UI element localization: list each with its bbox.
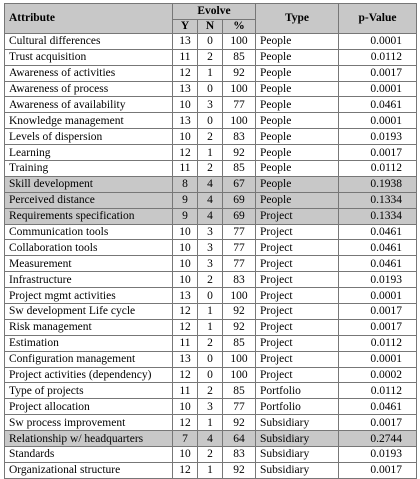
cell-type: Project	[256, 272, 339, 288]
cell-pct: 100	[223, 367, 256, 383]
cell-attribute: Training	[5, 161, 173, 177]
table-row	[5, 335, 417, 351]
cell-n: 3	[198, 97, 223, 113]
cell-n: 1	[198, 462, 223, 478]
table-row	[5, 176, 417, 192]
cell-y: 11	[173, 335, 198, 351]
cell-attribute: Awareness of activities	[5, 65, 173, 81]
cell-y: 10	[173, 224, 198, 240]
cell-attribute: Organizational structure	[5, 462, 173, 478]
cell-attribute: Risk management	[5, 319, 173, 335]
table-row	[5, 367, 417, 383]
cell-type: People	[256, 97, 339, 113]
attributes-table	[4, 3, 417, 479]
cell-pct: 69	[223, 192, 256, 208]
table-row	[5, 192, 417, 208]
cell-pvalue: 0.0017	[339, 65, 417, 81]
cell-pct: 83	[223, 272, 256, 288]
cell-y: 12	[173, 367, 198, 383]
cell-y: 12	[173, 462, 198, 478]
cell-n: 4	[198, 192, 223, 208]
cell-pvalue: 0.0461	[339, 256, 417, 272]
cell-attribute: Project allocation	[5, 399, 173, 415]
cell-attribute: Relationship w/ headquarters	[5, 431, 173, 447]
cell-pct: 77	[223, 256, 256, 272]
cell-attribute: Infrastructure	[5, 272, 173, 288]
cell-type: People	[256, 129, 339, 145]
cell-pvalue: 0.0193	[339, 447, 417, 463]
cell-pct: 67	[223, 176, 256, 192]
cell-pct: 77	[223, 224, 256, 240]
cell-y: 12	[173, 145, 198, 161]
cell-pct: 77	[223, 240, 256, 256]
cell-pvalue: 0.0461	[339, 399, 417, 415]
cell-type: Subsidiary	[256, 462, 339, 478]
cell-y: 11	[173, 383, 198, 399]
cell-n: 0	[198, 81, 223, 97]
cell-y: 10	[173, 272, 198, 288]
cell-n: 3	[198, 256, 223, 272]
cell-pvalue: 0.0017	[339, 462, 417, 478]
cell-type: Portfolio	[256, 399, 339, 415]
cell-y: 10	[173, 447, 198, 463]
cell-n: 3	[198, 240, 223, 256]
table-row	[5, 319, 417, 335]
cell-n: 3	[198, 399, 223, 415]
cell-n: 3	[198, 224, 223, 240]
cell-pvalue: 0.2744	[339, 431, 417, 447]
header-row-main	[5, 4, 417, 20]
cell-n: 1	[198, 145, 223, 161]
table-row	[5, 272, 417, 288]
cell-attribute: Awareness of availability	[5, 97, 173, 113]
cell-y: 7	[173, 431, 198, 447]
table-row	[5, 288, 417, 304]
cell-y: 10	[173, 97, 198, 113]
cell-y: 10	[173, 129, 198, 145]
cell-pvalue: 0.0112	[339, 383, 417, 399]
cell-type: Project	[256, 208, 339, 224]
header-attribute: Attribute	[5, 4, 173, 34]
cell-pct: 100	[223, 81, 256, 97]
cell-pct: 100	[223, 113, 256, 129]
cell-type: Project	[256, 319, 339, 335]
cell-attribute: Project mgmt activities	[5, 288, 173, 304]
cell-pct: 85	[223, 383, 256, 399]
cell-pvalue: 0.0112	[339, 335, 417, 351]
cell-y: 11	[173, 161, 198, 177]
table-container	[4, 3, 416, 479]
table-row	[5, 224, 417, 240]
cell-attribute: Perceived distance	[5, 192, 173, 208]
cell-n: 2	[198, 447, 223, 463]
cell-pct: 64	[223, 431, 256, 447]
cell-type: People	[256, 145, 339, 161]
cell-pvalue: 0.0017	[339, 319, 417, 335]
cell-type: Subsidiary	[256, 415, 339, 431]
cell-y: 10	[173, 240, 198, 256]
table-row	[5, 240, 417, 256]
header-pct: %	[223, 19, 256, 33]
table-row	[5, 399, 417, 415]
cell-pvalue: 0.0002	[339, 367, 417, 383]
cell-pvalue: 0.0112	[339, 49, 417, 65]
cell-pvalue: 0.0461	[339, 224, 417, 240]
cell-type: Subsidiary	[256, 447, 339, 463]
cell-pvalue: 0.0461	[339, 240, 417, 256]
cell-n: 1	[198, 304, 223, 320]
cell-n: 1	[198, 415, 223, 431]
cell-pvalue: 0.0001	[339, 113, 417, 129]
table-row	[5, 415, 417, 431]
cell-pvalue: 0.0193	[339, 129, 417, 145]
cell-n: 2	[198, 335, 223, 351]
cell-attribute: Sw process improvement	[5, 415, 173, 431]
cell-attribute: Measurement	[5, 256, 173, 272]
cell-attribute: Configuration management	[5, 351, 173, 367]
cell-y: 10	[173, 256, 198, 272]
cell-type: Project	[256, 288, 339, 304]
cell-y: 13	[173, 33, 198, 49]
cell-attribute: Project activities (dependency)	[5, 367, 173, 383]
cell-n: 1	[198, 65, 223, 81]
cell-y: 13	[173, 113, 198, 129]
cell-pvalue: 0.0001	[339, 81, 417, 97]
cell-pct: 92	[223, 462, 256, 478]
cell-pvalue: 0.0001	[339, 288, 417, 304]
cell-pct: 100	[223, 33, 256, 49]
cell-attribute: Trust acquisition	[5, 49, 173, 65]
cell-pvalue: 0.1938	[339, 176, 417, 192]
cell-attribute: Communication tools	[5, 224, 173, 240]
cell-y: 12	[173, 415, 198, 431]
cell-pct: 85	[223, 161, 256, 177]
table-row	[5, 129, 417, 145]
header-y: Y	[173, 19, 198, 33]
cell-n: 4	[198, 176, 223, 192]
cell-type: Project	[256, 240, 339, 256]
cell-n: 2	[198, 272, 223, 288]
cell-attribute: Type of projects	[5, 383, 173, 399]
cell-pct: 77	[223, 97, 256, 113]
cell-y: 9	[173, 192, 198, 208]
table-row	[5, 208, 417, 224]
cell-pvalue: 0.0017	[339, 145, 417, 161]
cell-attribute: Skill development	[5, 176, 173, 192]
cell-pvalue: 0.1334	[339, 192, 417, 208]
cell-pct: 92	[223, 415, 256, 431]
table-row	[5, 145, 417, 161]
cell-y: 12	[173, 319, 198, 335]
table-row	[5, 81, 417, 97]
cell-pvalue: 0.0001	[339, 33, 417, 49]
cell-n: 2	[198, 49, 223, 65]
cell-type: Subsidiary	[256, 431, 339, 447]
table-row	[5, 462, 417, 478]
cell-y: 12	[173, 304, 198, 320]
cell-type: People	[256, 161, 339, 177]
cell-n: 0	[198, 33, 223, 49]
cell-pvalue: 0.0017	[339, 304, 417, 320]
cell-attribute: Levels of dispersion	[5, 129, 173, 145]
cell-pct: 83	[223, 447, 256, 463]
cell-n: 4	[198, 431, 223, 447]
table-header	[5, 4, 417, 34]
cell-attribute: Requirements specification	[5, 208, 173, 224]
table-row	[5, 447, 417, 463]
table-row	[5, 33, 417, 49]
cell-attribute: Learning	[5, 145, 173, 161]
cell-y: 8	[173, 176, 198, 192]
cell-type: People	[256, 81, 339, 97]
header-type: Type	[256, 4, 339, 34]
cell-pct: 83	[223, 129, 256, 145]
cell-type: People	[256, 113, 339, 129]
cell-type: Project	[256, 304, 339, 320]
cell-type: Project	[256, 224, 339, 240]
cell-y: 11	[173, 49, 198, 65]
header-n: N	[198, 19, 223, 33]
cell-pct: 77	[223, 399, 256, 415]
cell-pct: 92	[223, 304, 256, 320]
cell-pvalue: 0.0193	[339, 272, 417, 288]
table-row	[5, 65, 417, 81]
cell-n: 0	[198, 367, 223, 383]
table-row	[5, 49, 417, 65]
cell-pct: 100	[223, 351, 256, 367]
cell-y: 13	[173, 288, 198, 304]
table-row	[5, 351, 417, 367]
table-row	[5, 383, 417, 399]
cell-n: 0	[198, 351, 223, 367]
cell-pvalue: 0.0112	[339, 161, 417, 177]
cell-type: People	[256, 176, 339, 192]
cell-attribute: Estimation	[5, 335, 173, 351]
cell-n: 4	[198, 208, 223, 224]
cell-n: 2	[198, 383, 223, 399]
cell-type: Project	[256, 367, 339, 383]
cell-pct: 69	[223, 208, 256, 224]
cell-type: People	[256, 65, 339, 81]
header-pvalue: p-Value	[339, 4, 417, 34]
cell-pvalue: 0.1334	[339, 208, 417, 224]
cell-type: People	[256, 192, 339, 208]
cell-pct: 100	[223, 288, 256, 304]
table-body	[5, 33, 417, 478]
cell-n: 1	[198, 319, 223, 335]
cell-attribute: Knowledge management	[5, 113, 173, 129]
cell-type: Project	[256, 335, 339, 351]
cell-pvalue: 0.0461	[339, 97, 417, 113]
cell-pvalue: 0.0017	[339, 415, 417, 431]
cell-attribute: Collaboration tools	[5, 240, 173, 256]
cell-y: 9	[173, 208, 198, 224]
cell-attribute: Sw development Life cycle	[5, 304, 173, 320]
cell-y: 13	[173, 81, 198, 97]
cell-type: People	[256, 33, 339, 49]
cell-pct: 85	[223, 335, 256, 351]
cell-attribute: Cultural differences	[5, 33, 173, 49]
cell-pct: 85	[223, 49, 256, 65]
cell-type: Project	[256, 256, 339, 272]
cell-pct: 92	[223, 145, 256, 161]
cell-type: People	[256, 49, 339, 65]
cell-y: 12	[173, 65, 198, 81]
cell-pvalue: 0.0001	[339, 351, 417, 367]
cell-pct: 92	[223, 65, 256, 81]
cell-type: Portfolio	[256, 383, 339, 399]
cell-type: Project	[256, 351, 339, 367]
table-row	[5, 97, 417, 113]
cell-n: 2	[198, 129, 223, 145]
cell-n: 0	[198, 288, 223, 304]
table-row	[5, 256, 417, 272]
cell-attribute: Awareness of process	[5, 81, 173, 97]
cell-y: 10	[173, 399, 198, 415]
cell-pct: 92	[223, 319, 256, 335]
cell-n: 0	[198, 113, 223, 129]
header-evolve: Evolve	[173, 4, 256, 20]
table-row	[5, 304, 417, 320]
cell-attribute: Standards	[5, 447, 173, 463]
table-row	[5, 431, 417, 447]
cell-y: 13	[173, 351, 198, 367]
table-row	[5, 113, 417, 129]
table-row	[5, 161, 417, 177]
cell-n: 2	[198, 161, 223, 177]
